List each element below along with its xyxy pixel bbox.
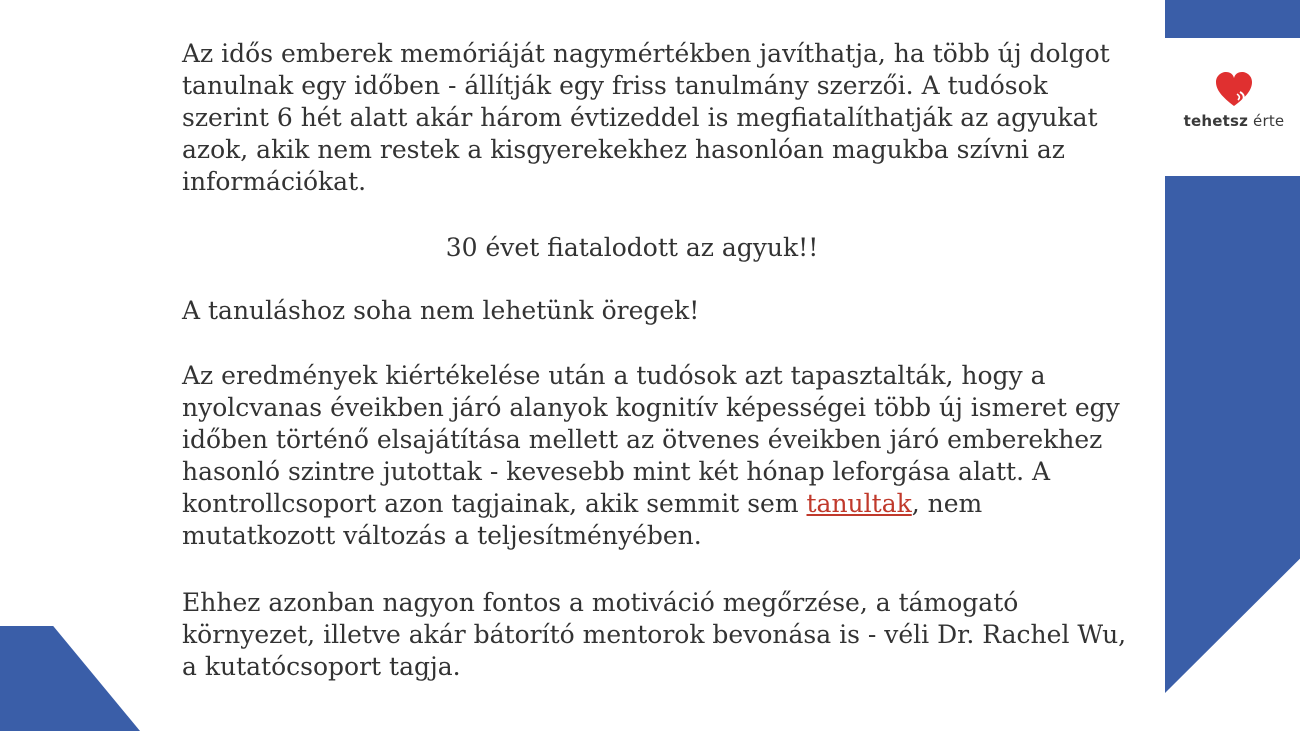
logo-text-second: érte <box>1253 112 1285 130</box>
top-right-band <box>1165 0 1300 38</box>
tanultak-link[interactable]: tanultak <box>806 489 912 518</box>
logo-wordmark <box>1172 112 1296 130</box>
results-text-after: , nem mutatkozott változás a teljesítményében. <box>182 489 983 550</box>
statement-paragraph: A tanuláshoz soha nem lehetünk öregek! <box>182 296 700 325</box>
tehetsz-erte-logo <box>1172 70 1296 142</box>
right-side-band <box>1165 176 1300 693</box>
closing-paragraph: Ehhez azonban nagyon fontos a motiváció megőrzése, a támogató környezet, illetve akár bátorító mentorok bevonása is - véli Dr. Rachel Wu, a kutatócsoport tagja. <box>182 588 1127 681</box>
article-headline: 30 évet fiatalodott az agyuk!! <box>445 233 819 262</box>
logo-text-first: tehetsz <box>1183 112 1249 130</box>
heart-icon <box>1214 70 1254 110</box>
results-paragraph <box>182 360 1142 552</box>
intro-paragraph: Az idős emberek memóriáját nagymértékben javíthatja, ha több új dolgot tanulnak egy időben - állítják egy friss tanulmány szerzői. A tudósok szerint 6 hét alatt akár három évtizeddel is megfiatalíthatják az agyukat azok, akik nem restek a kisgyerekekhez hasonlóan magukba szívni az információkat. <box>182 39 1110 196</box>
bottom-left-triangle <box>0 626 140 731</box>
results-text-before: Az eredmények kiértékelése után a tudósok azt tapasztalták, hogy a nyolcvanas éveikben járó alanyok kognitív képességei több új ismeret egy időben történő elsajátítása mellett az ötvenes éveikben járó emberekhez hasonló szintre jutottak - kevesebb mint két hónap leforgása alatt. A kontrollcsoport azon tagjainak, akik semmit sem <box>182 361 1120 518</box>
article-body <box>182 38 1142 683</box>
